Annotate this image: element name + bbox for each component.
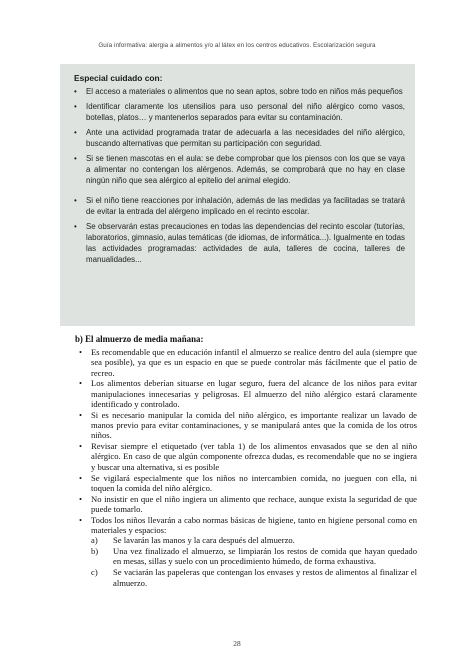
hygiene-sublist [91,535,417,587]
bullet-icon: • [79,441,83,452]
guideline-list [75,347,417,588]
box-list-item [74,101,405,123]
guideline-item [75,347,417,378]
guideline-text: Todos los niños llevarán a cabo normas básicas de higiene, tanto en higiene personal como en materiales y espacios: [91,514,417,536]
box-list [74,86,405,265]
bullet-icon: • [79,472,83,483]
box-item-text: Identificar claramente los utensilios para uso personal del niño alérgico como vasos, botellas, platos… y mantenerlos separados para evitar su contaminación. [86,102,405,122]
box-list-item [74,86,405,97]
bullet-icon: • [74,87,77,96]
bullet-icon: • [79,493,83,504]
guideline-item [75,494,417,515]
hygiene-subitem [91,546,417,567]
subitem-text: Se lavarán las manos y la cara después del almuerzo. [113,535,295,546]
hygiene-subitem [91,535,417,545]
box-item-text: Ante una actividad programada tratar de adecuarla a las necesidades del niño alérgico, buscando alternativas que permitan su participación con seguridad. [86,128,405,148]
guideline-item [75,410,417,441]
bullet-icon: • [74,222,77,231]
bullet-icon: • [74,196,77,205]
box-item-text: El acceso a materiales o alimentos que no sean aptos, sobre todo en niños más pequeños [86,87,403,96]
snack-guidelines [75,347,417,588]
guideline-text: Los alimentos deberían situarse en lugar seguro, fuera del alcance de los niños para evitar manipulaciones innecesarias y peligrosas. El almuerzo del niño alérgico estará claramente identificado y controlado. [91,378,417,409]
section-heading: b) El almuerzo de media mañana: [75,334,204,344]
guideline-text: Es recomendable que en educación infantil el almuerzo se realice dentro del aula (siempre que sea posible), ya que es un espacio en que se puede controlar más fácilmente que el patio de recreo. [91,347,417,378]
subitem-marker: a) [91,535,98,546]
subitem-marker: c) [91,567,98,578]
box-list-item [74,153,405,186]
bullet-icon: • [79,409,83,420]
guideline-text: No insistir en que el niño ingiera un alimento que rechace, aunque exista la seguridad de que puede tomarlo. [91,493,417,514]
bullet-icon: • [79,347,83,357]
bullet-icon: • [74,102,77,111]
running-header: Guía informativa: alergia a alimentos y/o al látex en los centros educativos. Escolarización segura [98,42,376,49]
box-list-item [74,195,405,217]
box-item-text: Si se tienen mascotas en el aula: se debe comprobar que los piensos con los que se vaya a alimentar no contengan los alérgenos. Además, se comprobará que no hay en clase ningún niño que sea alérgico al epitelio del animal elegido. [86,154,405,185]
guideline-item [75,515,417,588]
hygiene-subitem [91,567,417,588]
page-number: 28 [233,639,241,648]
box-list-item [74,221,405,265]
bullet-icon: • [79,514,83,525]
box-list-item [74,127,405,149]
guideline-item [75,473,417,494]
guideline-text: Revisar siempre el etiquetado (ver tabla 1) de los alimentos envasados que se den al niño alérgico. En caso de que algún componente ofrezca dudas, es recomendable que no se ingiera y buscar una alternativa, si es posible [91,441,417,472]
box-title: Especial cuidado con: [74,73,163,83]
bullet-icon: • [79,378,83,389]
box-item-text: Se observarán estas precauciones en todas las dependencias del recinto escolar (tutorías, laboratorios, gimnasio, aulas temáticas (de idiomas, de informática...). Igualmente en todas las actividades programadas: actividades de aula, talleres de cocina, talleres de manualidades... [86,222,405,264]
bullet-icon: • [74,154,77,163]
special-care-box [60,64,415,326]
guideline-text: Si es necesario manipular la comida del niño alérgico, es importante realizar un lavado de manos previo para evitar contaminaciones, y se manipulará antes que la comida de los otros niños. [91,409,417,441]
box-item-text: Si el niño tiene reacciones por inhalación, además de las medidas ya facilitadas se tratará de evitar la entrada del alérgeno implicado en el recinto escolar. [86,196,405,216]
bullet-icon: • [74,128,77,137]
subitem-text: Se vaciarán las papeleras que contengan los envases y restos de alimentos al finalizar el almuerzo. [113,567,417,588]
guideline-item [75,378,417,409]
guideline-text: Se vigilará especialmente que los niños no intercambien comida, no jueguen con ella, ni toquen la comida del niño alérgico. [91,472,417,493]
subitem-text: Una vez finalizado el almuerzo, se limpiarán los restos de comida que hayan quedado en mesas, sillas y suelo con un procedimiento húmedo, de forma exhaustiva. [113,546,417,567]
subitem-marker: b) [91,546,99,557]
guideline-item [75,441,417,472]
